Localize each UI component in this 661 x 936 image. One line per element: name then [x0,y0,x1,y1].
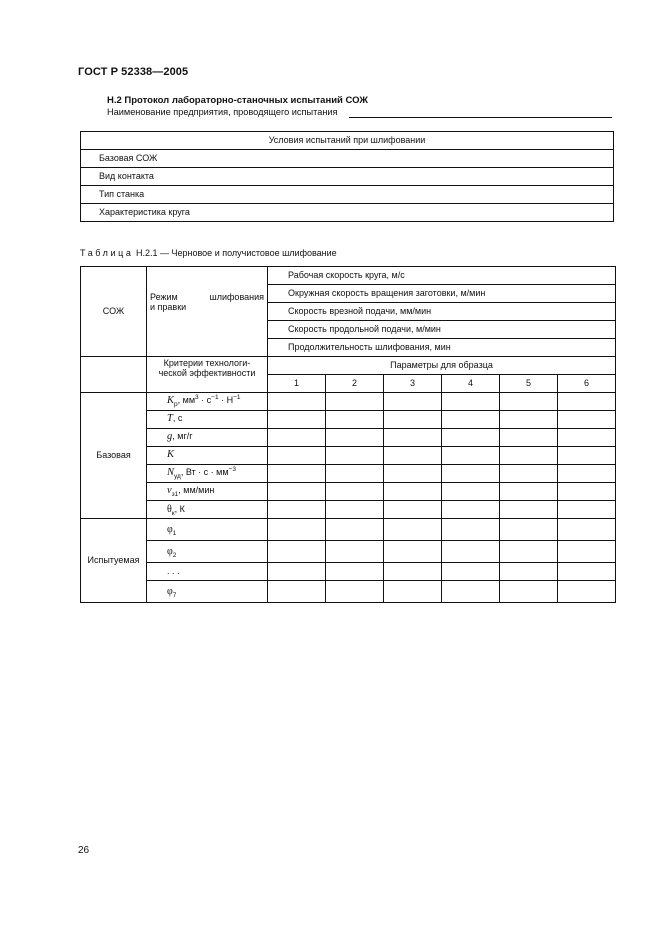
value-cell[interactable] [384,465,442,483]
value-cell[interactable] [500,541,558,563]
mode-header-word2: шлифования [209,292,264,302]
value-cell[interactable] [442,447,500,465]
t-unit: , с [172,413,183,424]
mode-param: Скорость врезной подачи, мм/мин [268,303,616,321]
kp-sup-m1: −1 [211,394,219,402]
indicator-v [147,483,268,501]
sample-number: 6 [558,375,616,393]
grinding-results-table [80,266,616,603]
mode-header [147,267,268,357]
phi-sub: 2 [172,551,177,559]
theta-sub: к [171,509,175,517]
value-cell[interactable] [500,563,558,581]
value-cell[interactable] [268,563,326,581]
v-symbol: v [167,485,172,497]
kp-unit-a: , мм [177,395,196,406]
value-cell[interactable] [558,541,616,563]
value-cell[interactable] [384,563,442,581]
mode-param: Продолжительность шлифования, мин [268,339,616,357]
value-cell[interactable] [268,519,326,541]
indicator-phi1 [147,519,268,541]
indicator-phi7 [147,581,268,603]
value-cell[interactable] [268,465,326,483]
value-cell[interactable] [558,581,616,603]
value-cell[interactable] [268,541,326,563]
value-cell[interactable] [326,581,384,603]
criteria-line1: Критерии технологи- [163,358,251,368]
indicator-theta [147,501,268,519]
value-cell[interactable] [268,411,326,429]
base-group-label: Базовая [81,393,147,519]
indicator-g [147,429,268,447]
phi-sub: 7 [172,591,177,599]
value-cell[interactable] [558,519,616,541]
g-symbol: g [167,431,173,443]
v-unit: , мм/мин [178,485,215,496]
document-header: ГОСТ Р 52338—2005 [78,66,189,78]
n-sup: −3 [228,466,236,474]
value-cell[interactable] [500,393,558,411]
value-cell[interactable] [500,501,558,519]
indicator-kp [147,393,268,411]
sample-number: 3 [384,375,442,393]
value-cell[interactable] [442,501,500,519]
g-unit: , мг/г [172,431,193,442]
value-cell[interactable] [268,483,326,501]
organization-label: Наименование предприятия, проводящего испытания [107,107,338,117]
caption-text: Н.2.1 — Черновое и получистовое шлифование [133,248,337,258]
condition-row: Тип станка [81,186,614,204]
indicator-ellipsis: . . . [147,563,268,581]
value-cell[interactable] [442,393,500,411]
value-cell[interactable] [442,519,500,541]
t-symbol: T [167,413,173,425]
page-number: 26 [78,845,90,856]
value-cell[interactable] [326,447,384,465]
value-cell[interactable] [268,501,326,519]
theta-unit: , К [174,503,185,514]
indicator-k [147,447,268,465]
condition-row: Вид контакта [81,168,614,186]
value-cell[interactable] [384,519,442,541]
kp-symbol: K [167,395,175,407]
indicator-phi2 [147,541,268,563]
value-cell[interactable] [326,519,384,541]
kp-unit-c: · Н [218,395,234,406]
value-cell[interactable] [558,501,616,519]
value-cell[interactable] [500,411,558,429]
organization-fill-line[interactable] [349,117,612,118]
value-cell[interactable] [558,447,616,465]
indicator-t [147,411,268,429]
sample-number: 2 [326,375,384,393]
mode-header-line2: и правки [150,302,187,313]
phi-symbol: φ [167,523,173,535]
value-cell[interactable] [384,501,442,519]
caption-word: Таблица [80,248,134,258]
value-cell[interactable] [500,429,558,447]
indicator-nud [147,465,268,483]
phi-sub: 1 [172,529,177,537]
value-cell[interactable] [442,581,500,603]
value-cell[interactable] [326,393,384,411]
kp-sub: р [174,401,178,409]
value-cell[interactable] [442,429,500,447]
value-cell[interactable] [500,581,558,603]
value-cell[interactable] [558,563,616,581]
value-cell[interactable] [558,393,616,411]
table-caption [80,248,337,258]
kp-sup-m1b: −1 [233,394,241,402]
blank-cell [81,357,147,393]
sample-number: 1 [268,375,326,393]
value-cell[interactable] [268,429,326,447]
criteria-header [147,357,268,393]
value-cell[interactable] [442,541,500,563]
value-cell[interactable] [558,429,616,447]
value-cell[interactable] [326,411,384,429]
n-sub: уд [174,473,181,481]
mode-header-word1: Режим [150,292,178,302]
value-cell[interactable] [326,541,384,563]
test-group-label: Испытуемая [81,519,147,603]
value-cell[interactable] [442,411,500,429]
value-cell[interactable] [384,393,442,411]
condition-row: Базовая СОЖ [81,150,614,168]
k-symbol: K [167,449,175,461]
value-cell[interactable] [558,483,616,501]
v-sub: з1 [171,491,179,499]
value-cell[interactable] [558,411,616,429]
params-header: Параметры для образца [268,357,616,375]
value-cell[interactable] [442,483,500,501]
criteria-line2: ческой эффективности [158,368,256,379]
value-cell[interactable] [384,447,442,465]
section-title: Н.2 Протокол лабораторно-станочных испытаний СОЖ [107,95,368,106]
value-cell[interactable] [326,563,384,581]
theta-symbol: θ [167,503,172,515]
kp-sup-3: 3 [195,394,199,402]
sample-number: 5 [500,375,558,393]
value-cell[interactable] [384,581,442,603]
value-cell[interactable] [384,429,442,447]
mode-param: Окружная скорость вращения заготовки, м/мин [268,285,616,303]
value-cell[interactable] [326,501,384,519]
value-cell[interactable] [500,519,558,541]
value-cell[interactable] [500,465,558,483]
value-cell[interactable] [326,483,384,501]
value-cell[interactable] [268,447,326,465]
value-cell[interactable] [500,483,558,501]
value-cell[interactable] [268,393,326,411]
value-cell[interactable] [558,465,616,483]
condition-row: Характеристика круга [81,204,614,222]
test-conditions-table [80,131,614,222]
mode-param: Рабочая скорость круга, м/с [268,267,616,285]
coolant-header: СОЖ [81,267,147,357]
value-cell[interactable] [384,483,442,501]
mode-param: Скорость продольной подачи, м/мин [268,321,616,339]
value-cell[interactable] [326,465,384,483]
value-cell[interactable] [268,581,326,603]
n-symbol: N [167,467,175,479]
value-cell[interactable] [384,411,442,429]
value-cell[interactable] [384,541,442,563]
value-cell[interactable] [442,563,500,581]
sample-number: 4 [442,375,500,393]
n-unit: , Вт · с · мм [180,467,229,478]
value-cell[interactable] [326,429,384,447]
phi-symbol: φ [167,585,173,597]
value-cell[interactable] [500,447,558,465]
phi-symbol: φ [167,545,173,557]
value-cell[interactable] [442,465,500,483]
kp-unit-b: · с [198,395,212,406]
conditions-header: Условия испытаний при шлифовании [81,132,614,150]
